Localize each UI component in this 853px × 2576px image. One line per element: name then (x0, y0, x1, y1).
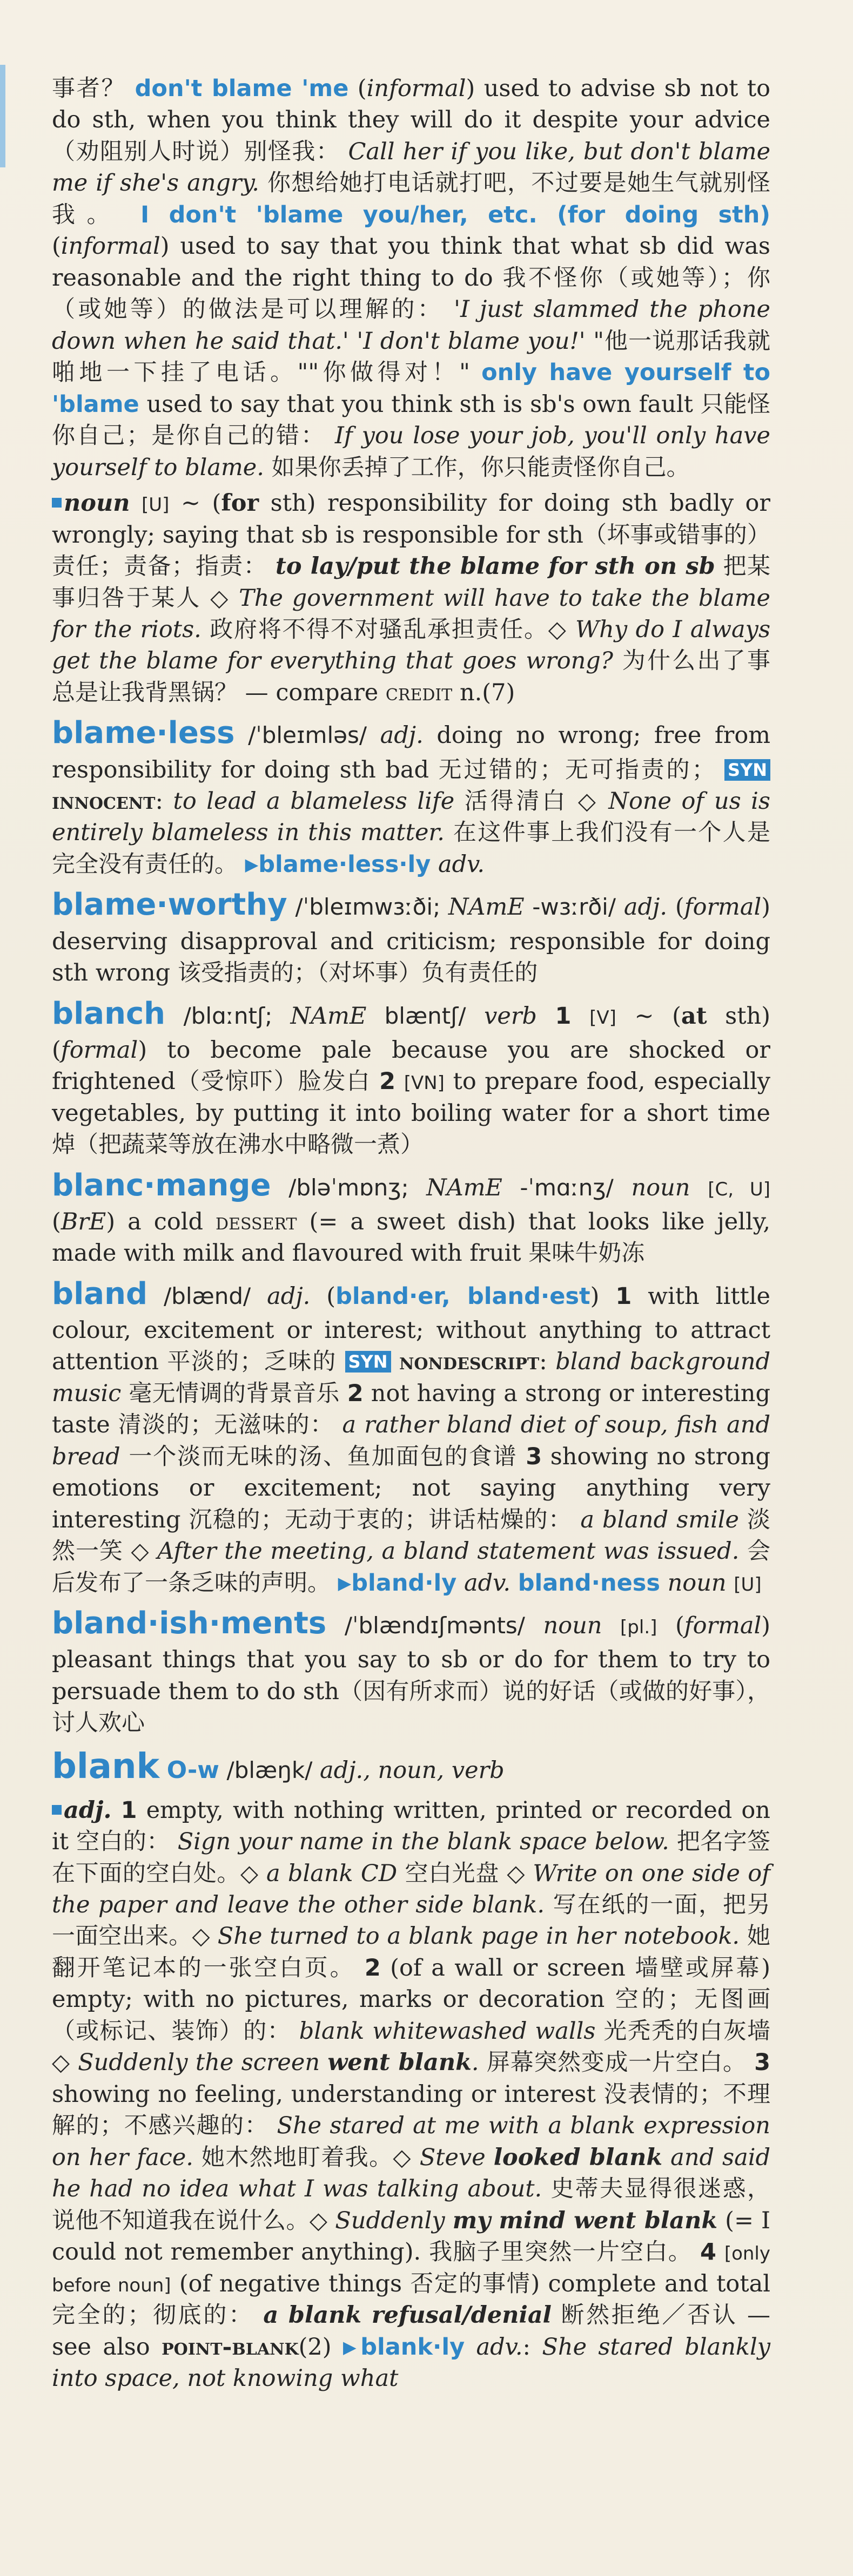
headword: bland·ish·ments (52, 1606, 327, 1641)
definition: showing no feeling, understanding or interest 没表情的；不理解的；不感兴趣的： (52, 2080, 770, 2140)
sense-number: 2 (347, 1380, 364, 1407)
translation: 我脑子里突然一片空白。 (421, 2239, 693, 2266)
register-label: informal (61, 233, 160, 260)
pronunciation: /blɑːntʃ; (183, 1002, 291, 1029)
register-label: formal (684, 1612, 762, 1639)
synonym-badge: SYN (724, 759, 770, 781)
example-sentence: Call her if you like, but don't blame me if she's angry. (52, 138, 771, 197)
definition-cont: (= a sweet dish) that looks like jelly, made with milk and flavoured with fruit 果味牛奶冻 (52, 1208, 770, 1267)
cross-reference: dessert (216, 1208, 297, 1235)
derivative-word: blame·less·ly (258, 850, 431, 878)
entry-blameless: blame·less /ˈbleɪmləs/ adj. doing no wrong; free from responsibility for doing sth bad 无过错的；无可指责的； SYN innocent: to lead a blameless life 活得清白 ◇ None of us is entirely blameless in this matter. 在这件事上我们没有一个人是完全没有责任的。 ▶blame·less·ly adv. (52, 715, 771, 878)
definition: with little colour, excitement or interest; without anything to attract attention 平淡的；乏味的 (52, 1282, 770, 1376)
example-sentence: a blank refusal/denial (263, 2302, 552, 2329)
key-icon: O-w (166, 1756, 219, 1784)
example-sentence: a rather bland diet of soup, fish and bread (52, 1411, 770, 1470)
register-label: BrE (61, 1208, 106, 1235)
blame-text-0: 事者？ (52, 75, 126, 102)
translation: 活得清白 ◇ (454, 788, 609, 815)
grammar-code: [C, U] (708, 1178, 771, 1200)
noun-text-2: sth) responsibility for doing sth badly or wrongly; saying that sb is responsible for sth（坏事或错事的）责任；责备；指责： (52, 490, 770, 580)
example-sentence (335, 2207, 717, 2234)
blame-text-2: ( (357, 75, 367, 102)
translation: 你想给她打电话就打吧，不过要是她生气就别怪我。 (52, 170, 771, 228)
pronunciation: /ˈbleɪmwɜːði; (295, 894, 448, 921)
part-of-speech: adj. (267, 1282, 311, 1310)
sense-number: 1 (120, 1796, 137, 1824)
example-sentence: After the meeting, a bland statement was issued. (157, 1538, 740, 1565)
translation: 如果你丢掉了工作，你只能责怪你自己。 (264, 454, 690, 481)
example-sentence (78, 2049, 479, 2076)
example-sentence: The government will have to take the blame for the riots. (52, 584, 770, 643)
headword: blank (52, 1746, 160, 1787)
example-sentence: Write on one side of the paper and leave the other side blank. (52, 1860, 771, 1918)
example-sentence: None of us is entirely blameless in this matter. (52, 788, 771, 847)
translation: 史蒂夫显得很迷惑，说他不知道我在说什么。◇ (52, 2175, 770, 2234)
sense-number: 4 (700, 2239, 716, 2266)
derivative-arrow-icon: ▶ (245, 854, 259, 875)
definition: to prepare food, especially vegetables, by putting it into boiling water for a short time 焯（把蔬菜等放在沸水中略微一煮） (52, 1068, 770, 1159)
translation: 写在纸的一面，把另一面空出来。◇ (52, 1891, 770, 1950)
derivative-word: bland·ly (351, 1569, 457, 1597)
idiom-dont-blame-me: don't blame 'me (135, 75, 349, 102)
derivative-word: blank·ly (360, 2333, 465, 2361)
definition: deserving disapproval and criticism; responsible for doing sth wrong 该受指责的；（对坏事）负有责任的 (52, 928, 770, 987)
cross-reference-sense: (2) (298, 2333, 332, 2361)
derivative-arrow-icon: ▶ (342, 2336, 361, 2357)
translation: 一个淡而无味的汤、鱼加面包的食谱 (120, 1443, 526, 1470)
idiom-i-dont-blame-you: I don't 'blame you/her, etc. (for doing sth) (140, 201, 771, 228)
example-part: and said he had no idea what I was talking about. (52, 2144, 770, 2203)
derivative-arrow-icon: ▶ (338, 1572, 352, 1593)
definition: a cold (115, 1208, 216, 1235)
square-bullet-icon (52, 498, 62, 508)
pronunciation-us: -ˈmɑːnʒ/ (502, 1174, 614, 1201)
example-sentence: a bland smile (580, 1506, 739, 1533)
pronunciation-us: blæntʃ/ (366, 1002, 466, 1029)
synonym-word: nondescript (399, 1348, 540, 1376)
definition: (of negative things 否定的事情) complete and total 完全的；彻底的： (52, 2270, 770, 2329)
part-of-speech: adj. (64, 1796, 112, 1824)
part-of-speech: verb (484, 1002, 537, 1030)
definition: to become pale because you are shocked or frightened（受惊吓）脸发白 (52, 1036, 770, 1096)
translation: 为什么出了事总是让我背黑锅？ — compare (52, 647, 771, 706)
translation: 毫无情调的背景音乐 (121, 1380, 347, 1407)
pronunciation: /blænd/ (164, 1282, 251, 1309)
entry-blandishments: bland·ish·ments /ˈblændɪʃmənts/ noun [pl.] (formal) pleasant things that you say to sb or do for them to try to persuade them to do sth（因有所求而）说的好话（或做的好事），讨人欢心 (52, 1606, 771, 1737)
example-part: Suddenly the screen (78, 2049, 328, 2077)
headword: blame·less (52, 715, 235, 751)
blame-text-10: ) used to say that you think that what sb did was reasonable and the right thing to do 我不怪你（或她等）；你（或她等）的做法是可以理解的： (52, 233, 770, 323)
translation: 会后发布了一条乏味的声明。 (52, 1538, 771, 1597)
entry-blank (52, 1743, 770, 1790)
example-sentence: She stared at me with a blank expression on her face. (52, 2112, 770, 2171)
part-of-speech: adj. (380, 722, 424, 749)
headword: blanch (52, 996, 165, 1031)
cross-reference-sense: n.(7) (452, 679, 515, 706)
synonym-badge: SYN (345, 1351, 391, 1372)
example-part: Suddenly (335, 2207, 453, 2234)
sense-number: 3 (754, 2049, 770, 2077)
example-keyword: looked blank (493, 2144, 663, 2171)
pronunciation: /blæŋk/ (226, 1756, 313, 1783)
translation: 她翻开笔记本的一张空白页。 (52, 1923, 771, 1982)
definition: empty, with nothing written, printed or recorded on it 空白的： (52, 1796, 770, 1856)
pronunciation: /bləˈmɒnʒ; (288, 1174, 427, 1201)
sense-number: 2 (364, 1954, 381, 1982)
example-sentence: to lay/put the blame for sth on sb (275, 553, 715, 580)
example-sentence: Sign your name in the blank space below. (177, 1828, 669, 1856)
noun-text-1: for (221, 490, 259, 517)
entry-blame-noun (52, 488, 770, 708)
part-of-speech: noun (631, 1174, 690, 1201)
register-label: informal (366, 75, 466, 102)
example-sentence: She stared blankly into space, not knowing what (52, 2333, 771, 2392)
headword: bland (52, 1276, 148, 1311)
example-sentence: She turned to a blank page in her notebook. (217, 1923, 740, 1950)
translation: 政府将不得不对骚乱承担责任。◇ (201, 616, 575, 643)
page-edge-marker (0, 65, 5, 167)
sense-number: 2 (379, 1068, 396, 1096)
entry-blank-adj: adj. 1 empty, with nothing written, printed or recorded on it 空白的： Sign your name in the blank space below. 把名字签在下面的空白处。◇ a blank CD 空白光盘 ◇ Write on one side of the paper and leave the other side blank. 写在纸的一面，把另一面空出来。◇ She turned to a blank page in her notebook. 她翻开笔记本的一张空白页。 2 (of a wall or screen 墙壁或屏幕) empty; with no pictures, marks or decoration 空的；无图画（或标记、装饰）的： blank whitewashed walls 光秃秃的白灰墙 ◇ Suddenly the screen went blank. 屏幕突然变成一片空白。 3 showing no feeling, understanding or interest 没表情的；不理解的；不感兴趣的： She stared at me with a blank expression on her face. 她木然地盯着我。◇ Steve looked blank and said he had no idea what I was talking about. 史蒂夫显得很迷惑，说他不知道我在说什么。◇ Suddenly my mind went blank (= I could not remember anything). 我脑子里突然一片空白。 4 [only before noun] (of negative things 否定的事情) complete and total 完全的；彻底的： a blank refusal/denial 断然拒绝／否认 — see also point-blank(2) ▶blank·ly adv.: She stared blankly into space, not knowing what (52, 1796, 771, 2392)
example-part: . (471, 2049, 479, 2077)
definition: pleasant things that you say to sb or do for them to try to persuade them to do sth（因有所求而）说的好话（或做的好事），讨人欢心 (52, 1646, 770, 1737)
translation: 淡然一笑 ◇ (52, 1506, 770, 1565)
translation: 空白光盘 ◇ (397, 1860, 533, 1887)
blame-text-14: used to say that you think sth is sb's own fault 只能怪你自己；是你自己的错： (52, 390, 770, 450)
grammar-code: [only before noun] (52, 2243, 770, 2296)
translation: "他一说那话我就啪地一下挂了电话。""你做得对！" (52, 327, 771, 387)
blame-text-4: ) used to advise sb not to do sth, when you think they will do it despite your advice（劝阻别人时说）别怪我： (52, 75, 771, 165)
inflected-forms: bland·er, bland·est (335, 1282, 590, 1310)
example-sentence: 'I just slammed the phone down when he said that.' 'I don't blame you!' (52, 296, 770, 355)
sense-number: 3 (526, 1443, 542, 1470)
example-part: Steve (419, 2144, 494, 2171)
example-keyword: went blank (327, 2049, 472, 2077)
blame-text-8: ( (52, 233, 61, 260)
gloss: (= I could not remember anything). (52, 2207, 770, 2266)
translation: 光秃秃的白灰墙 ◇ (52, 2017, 771, 2077)
definition: not having a strong or interesting taste 清淡的；无滋味的： (52, 1380, 770, 1439)
definition: showing no strong emotions or excitement; not saying anything very interesting 沉稳的；无动于衷的；讲话枯燥的： (52, 1443, 770, 1533)
grammar-code: [pl.] (620, 1617, 657, 1638)
translation: 把某事归咎于某人 ◇ (52, 553, 771, 612)
headword: blame·worthy (52, 887, 287, 923)
translation: 在这件事上我们没有一个人是完全没有责任的。 (52, 819, 770, 878)
grammar-pattern-prep: at (681, 1002, 707, 1030)
derivative-pos: adv. (464, 1569, 511, 1597)
sense-number: 1 (615, 1282, 632, 1310)
grammar-code: [U] (734, 1573, 762, 1595)
example-sentence: Why do I always get the blame for everything that goes wrong? (52, 616, 771, 675)
square-bullet-icon (52, 1805, 62, 1815)
definition: doing no wrong; free from responsibility for doing sth bad 无过错的；无可指责的； (52, 722, 770, 783)
translation: 屏幕突然变成一片空白。 (479, 2049, 747, 2077)
region-label: NAmE (426, 1174, 502, 1201)
register-label: formal (684, 894, 762, 921)
definition: (of a wall or screen 墙壁或屏幕) empty; with no pictures, marks or decoration 空的；无图画（或标记、装饰）的： (52, 1954, 770, 2045)
entry-blameworthy: blame·worthy /ˈbleɪmwɜːði; NAmE -wɜːrði/ adj. (formal) deserving disapproval and criticism; responsible for doing sth wrong 该受指责的；（对坏事）负有责任的 (52, 887, 770, 987)
translation: 断然拒绝／否认 — see also (52, 2302, 770, 2361)
grammar-pattern: ~ ( (634, 1002, 681, 1030)
entry-blanch: blanch /blɑːntʃ; NAmE blæntʃ/ verb 1 [V] ~ (at sth) (formal) to become pale because you are shocked or frightened（受惊吓）脸发白 2 [VN] to prepare food, especially vegetables, by putting it into boiling water for a short time 焯（把蔬菜等放在沸水中略微一煮） (52, 996, 770, 1159)
example-sentence: a blank CD (266, 1860, 398, 1887)
sense-number: 1 (555, 1002, 572, 1030)
register-label: formal (61, 1036, 138, 1064)
synonym-word: innocent (52, 788, 156, 815)
example-sentence: If you lose your job, you'll only have yourself to blame. (52, 422, 770, 481)
part-of-speech: adj., noun, verb (320, 1756, 505, 1784)
derivative-pos: noun (667, 1569, 727, 1597)
headword: blanc·mange (52, 1167, 271, 1203)
pronunciation-us: -wɜːrði/ (524, 894, 616, 921)
idiom-only-have-yourself-to-blame: only have yourself to 'blame (52, 359, 770, 418)
example-sentence: to lead a blameless life (173, 788, 455, 815)
example-sentence: blank whitewashed walls (299, 2017, 596, 2045)
derivative-word: bland·ness (518, 1569, 660, 1597)
pronunciation: /ˈbleɪmləs/ (248, 722, 367, 749)
region-label: NAmE (290, 1002, 367, 1030)
entry-blancmange: blanc·mange /bləˈmɒnʒ; NAmE -ˈmɑːnʒ/ noun [C, U] (BrE) a cold dessert (= a sweet dish) that looks like jelly, made with milk and flavoured with fruit 果味牛奶冻 (52, 1167, 771, 1267)
part-of-speech: noun (64, 490, 130, 517)
grammar-code: [VN] (404, 1072, 445, 1094)
example-keyword: my mind went blank (452, 2207, 718, 2234)
example-sentence: bland background music (52, 1348, 771, 1407)
translation: 她木然地盯着我。◇ (193, 2144, 420, 2171)
cross-reference: point-blank (162, 2333, 299, 2361)
grammar-code: [U] (142, 494, 170, 516)
dictionary-column (52, 73, 770, 2399)
entry-bland: bland /blænd/ adj. (bland·er, bland·est) 1 with little colour, excitement or interest; without anything to attract attention 平淡的；乏味的 SYN nondescript: bland background music 毫无情调的背景音乐 2 not having a strong or interesting taste 清淡的；无滋味的： a rather bland diet of soup, fish and bread 一个淡而无味的汤、鱼加面包的食谱 3 showing no strong emotions or excitement; not saying anything very interesting 沉稳的；无动于衷的；讲话枯燥的： a bland smile 淡然一笑 ◇ After the meeting, a bland statement was issued. 会后发布了一条乏味的声明。 ▶bland·ly adv. bland·ness noun [U] (52, 1276, 771, 1597)
entry-blame-continued (52, 73, 770, 483)
part-of-speech: noun (543, 1612, 602, 1639)
derivative-pos: adv. (476, 2333, 523, 2361)
translation: 把名字签在下面的空白处。◇ (52, 1828, 770, 1887)
grammar-code: [V] (589, 1006, 616, 1029)
region-label: NAmE (448, 894, 525, 921)
pronunciation: /ˈblændɪʃmənts/ (344, 1612, 525, 1639)
part-of-speech: adj. (623, 894, 668, 921)
noun-text-0: ~ ( (180, 490, 221, 517)
cross-reference: credit (385, 679, 453, 706)
derivative-pos: adv. (438, 850, 485, 878)
grammar-pattern-end: sth) (707, 1002, 770, 1030)
